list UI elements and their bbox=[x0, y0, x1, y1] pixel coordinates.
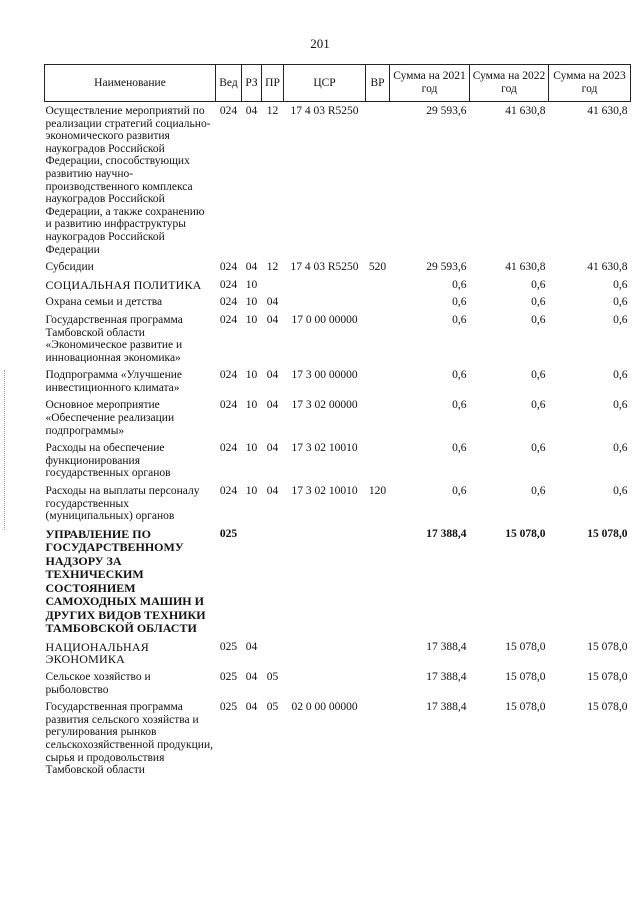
margin-mark bbox=[4, 370, 7, 530]
row-sum-2023: 0,6 bbox=[613, 485, 628, 498]
row-ved: 024 bbox=[219, 261, 238, 274]
row-rz bbox=[242, 525, 262, 638]
row-sum-2021: 0,6 bbox=[452, 442, 467, 455]
row-sum-2023: 15 078,0 bbox=[587, 640, 628, 653]
row-name: Охрана семьи и детства bbox=[45, 296, 163, 309]
row-ved: 024 bbox=[219, 399, 238, 412]
table-row bbox=[45, 482, 631, 525]
row-pr: 05 bbox=[266, 701, 279, 714]
row-csr: 17 3 02 10010 bbox=[291, 485, 358, 498]
row-ved: 024 bbox=[219, 485, 238, 498]
row-rz: 10 bbox=[245, 485, 258, 498]
table-row bbox=[45, 525, 631, 638]
table-row bbox=[45, 258, 631, 276]
row-sum-2023: 41 630,8 bbox=[587, 105, 628, 117]
row-sum-2021: 29 593,6 bbox=[426, 105, 467, 117]
row-sum-2022: 41 630,8 bbox=[505, 105, 546, 117]
row-rz: 04 bbox=[245, 640, 258, 653]
row-csr: 17 3 02 10010 bbox=[291, 442, 358, 455]
row-sum-2023: 15 078,0 bbox=[587, 671, 628, 683]
row-csr: 02 0 00 00000 bbox=[291, 701, 358, 714]
table-row bbox=[45, 698, 631, 779]
row-vr bbox=[366, 366, 390, 396]
header-rz: РЗ bbox=[242, 65, 262, 102]
row-sum-2021: 17 388,4 bbox=[426, 701, 467, 714]
row-ved: 024 bbox=[219, 369, 238, 382]
row-csr bbox=[284, 638, 366, 668]
row-name: УПРАВЛЕНИЕ ПО ГОСУДАРСТВЕННОМУ НАДЗОРУ ЗА ТЕХНИЧЕСКИМ СОСТОЯНИЕМ САМОХОДНЫХ МАШИН И ДРУГИХ ВИДОВ ТЕХНИКИ ТАМБОВСКОЙ ОБЛАСТИ bbox=[45, 526, 206, 636]
row-name: Расходы на выплаты персоналу государственных (муниципальных) органов bbox=[45, 485, 200, 523]
row-sum-2022: 0,6 bbox=[531, 278, 546, 291]
row-ved: 024 bbox=[219, 313, 238, 326]
row-ved: 024 bbox=[219, 442, 238, 455]
row-rz: 10 bbox=[245, 313, 258, 326]
row-pr: 04 bbox=[266, 485, 279, 498]
row-sum-2021: 17 388,4 bbox=[426, 527, 467, 540]
row-ved: 025 bbox=[219, 671, 238, 683]
row-pr bbox=[262, 525, 284, 638]
row-vr bbox=[366, 102, 390, 259]
header-name: Наименование bbox=[45, 65, 216, 102]
header-vr: ВР bbox=[366, 65, 390, 102]
row-sum-2022: 15 078,0 bbox=[505, 640, 546, 653]
row-sum-2022: 0,6 bbox=[531, 399, 546, 412]
table-row bbox=[45, 396, 631, 439]
row-rz: 10 bbox=[245, 369, 258, 382]
row-vr bbox=[366, 638, 390, 668]
row-pr: 04 bbox=[266, 442, 279, 455]
row-sum-2021: 0,6 bbox=[452, 399, 467, 412]
row-sum-2023: 0,6 bbox=[613, 442, 628, 455]
row-ved: 024 bbox=[219, 296, 238, 309]
table-row bbox=[45, 638, 631, 668]
row-pr: 04 bbox=[266, 296, 279, 309]
row-vr bbox=[366, 698, 390, 779]
row-ved: 024 bbox=[219, 105, 238, 117]
row-sum-2022: 41 630,8 bbox=[505, 261, 546, 274]
row-sum-2022: 15 078,0 bbox=[505, 527, 546, 540]
row-csr: 17 4 03 R5250 bbox=[290, 105, 359, 117]
page-number: 201 bbox=[310, 36, 330, 51]
row-vr bbox=[366, 311, 390, 366]
row-pr: 12 bbox=[266, 105, 279, 117]
row-sum-2021: 0,6 bbox=[452, 485, 467, 498]
row-sum-2021: 17 388,4 bbox=[426, 640, 467, 653]
row-sum-2023: 41 630,8 bbox=[587, 261, 628, 274]
row-vr: 120 bbox=[368, 485, 387, 498]
header-csr: ЦСР bbox=[284, 65, 366, 102]
row-csr bbox=[284, 668, 366, 698]
table-row bbox=[45, 102, 631, 259]
row-vr bbox=[366, 439, 390, 482]
row-sum-2022: 0,6 bbox=[531, 369, 546, 382]
row-vr bbox=[366, 276, 390, 294]
row-csr: 17 0 00 00000 bbox=[291, 313, 358, 326]
row-csr: 17 4 03 R5250 bbox=[290, 261, 359, 274]
header-pr: ПР bbox=[262, 65, 284, 102]
table-row bbox=[45, 293, 631, 311]
header-sum-2022: Сумма на 2022 год bbox=[470, 65, 549, 102]
header-sum-2023: Сумма на 2023 год bbox=[549, 65, 631, 102]
row-vr: 520 bbox=[368, 261, 387, 274]
row-csr bbox=[284, 525, 366, 638]
row-name: СОЦИАЛЬНАЯ ПОЛИТИКА bbox=[45, 277, 202, 292]
row-sum-2022: 0,6 bbox=[531, 442, 546, 455]
row-sum-2021: 0,6 bbox=[452, 313, 467, 326]
row-sum-2023: 15 078,0 bbox=[587, 701, 628, 714]
row-pr: 04 bbox=[266, 399, 279, 412]
row-sum-2023: 0,6 bbox=[613, 296, 628, 309]
row-sum-2023: 0,6 bbox=[613, 399, 628, 412]
row-sum-2021: 0,6 bbox=[452, 278, 467, 291]
row-name: НАЦИОНАЛЬНАЯ ЭКОНОМИКА bbox=[45, 639, 149, 667]
row-vr bbox=[366, 525, 390, 638]
row-rz: 04 bbox=[245, 671, 258, 683]
header-sum-2021: Сумма на 2021 год bbox=[390, 65, 470, 102]
row-ved: 024 bbox=[219, 278, 238, 291]
row-vr bbox=[366, 668, 390, 698]
row-sum-2021: 0,6 bbox=[452, 369, 467, 382]
table-row bbox=[45, 366, 631, 396]
row-name: Осуществление мероприятий по реализации стратегий социально-экономического развития наукоградов Российской Федерации, способствующих развитию научно-производственного комплекса наукоградов Российской Федерации, а также сохранению и развитию инфраструктуры наукоградов Российской Федерации bbox=[45, 105, 211, 256]
row-rz: 04 bbox=[245, 701, 258, 714]
row-sum-2021: 17 388,4 bbox=[426, 671, 467, 683]
row-name: Государственная программа Тамбовской области «Экономическое развитие и инновационная экономика» bbox=[45, 313, 183, 364]
row-name: Сельское хозяйство и рыболовство bbox=[45, 671, 151, 696]
row-csr: 17 3 02 00000 bbox=[291, 399, 358, 412]
table-row bbox=[45, 311, 631, 366]
row-csr bbox=[284, 276, 366, 294]
row-rz: 10 bbox=[245, 442, 258, 455]
row-rz: 10 bbox=[245, 278, 258, 291]
row-rz: 10 bbox=[245, 296, 258, 309]
row-csr bbox=[284, 293, 366, 311]
row-sum-2021: 29 593,6 bbox=[426, 261, 467, 274]
budget-table bbox=[44, 64, 631, 779]
row-name: Государственная программа развития сельского хозяйства и регулирования рынков сельскохозяйственной продукции, сырья и продовольствия Тамбовской области bbox=[45, 701, 213, 777]
row-pr: 05 bbox=[266, 671, 279, 683]
row-pr: 04 bbox=[266, 313, 279, 326]
row-pr bbox=[262, 638, 284, 668]
row-sum-2022: 15 078,0 bbox=[505, 671, 546, 683]
row-rz: 04 bbox=[245, 261, 258, 274]
row-sum-2023: 0,6 bbox=[613, 278, 628, 291]
table-header-row bbox=[45, 65, 631, 102]
row-sum-2022: 15 078,0 bbox=[505, 701, 546, 714]
row-vr bbox=[366, 396, 390, 439]
row-ved: 025 bbox=[219, 640, 238, 653]
row-sum-2022: 0,6 bbox=[531, 313, 546, 326]
row-sum-2023: 0,6 bbox=[613, 369, 628, 382]
row-sum-2022: 0,6 bbox=[531, 485, 546, 498]
row-name: Расходы на обеспечение функционирования государственных органов bbox=[45, 442, 171, 480]
row-sum-2023: 0,6 bbox=[613, 313, 628, 326]
row-sum-2022: 0,6 bbox=[531, 296, 546, 309]
row-vr bbox=[366, 293, 390, 311]
table-row bbox=[45, 668, 631, 698]
row-sum-2023: 15 078,0 bbox=[587, 527, 628, 540]
row-name: Субсидии bbox=[45, 261, 94, 274]
row-rz: 10 bbox=[245, 399, 258, 412]
row-sum-2021: 0,6 bbox=[452, 296, 467, 309]
row-pr bbox=[262, 276, 284, 294]
row-ved: 025 bbox=[219, 701, 238, 714]
row-ved: 025 bbox=[219, 527, 238, 540]
row-pr: 12 bbox=[266, 261, 279, 274]
row-rz: 04 bbox=[245, 105, 258, 117]
row-name: Подпрограмма «Улучшение инвестиционного климата» bbox=[45, 369, 182, 394]
header-ved: Вед bbox=[216, 65, 242, 102]
row-name: Основное мероприятие «Обеспечение реализации подпрограммы» bbox=[45, 399, 175, 437]
table-row bbox=[45, 276, 631, 294]
table-row bbox=[45, 439, 631, 482]
row-csr: 17 3 00 00000 bbox=[291, 369, 358, 382]
row-pr: 04 bbox=[266, 369, 279, 382]
